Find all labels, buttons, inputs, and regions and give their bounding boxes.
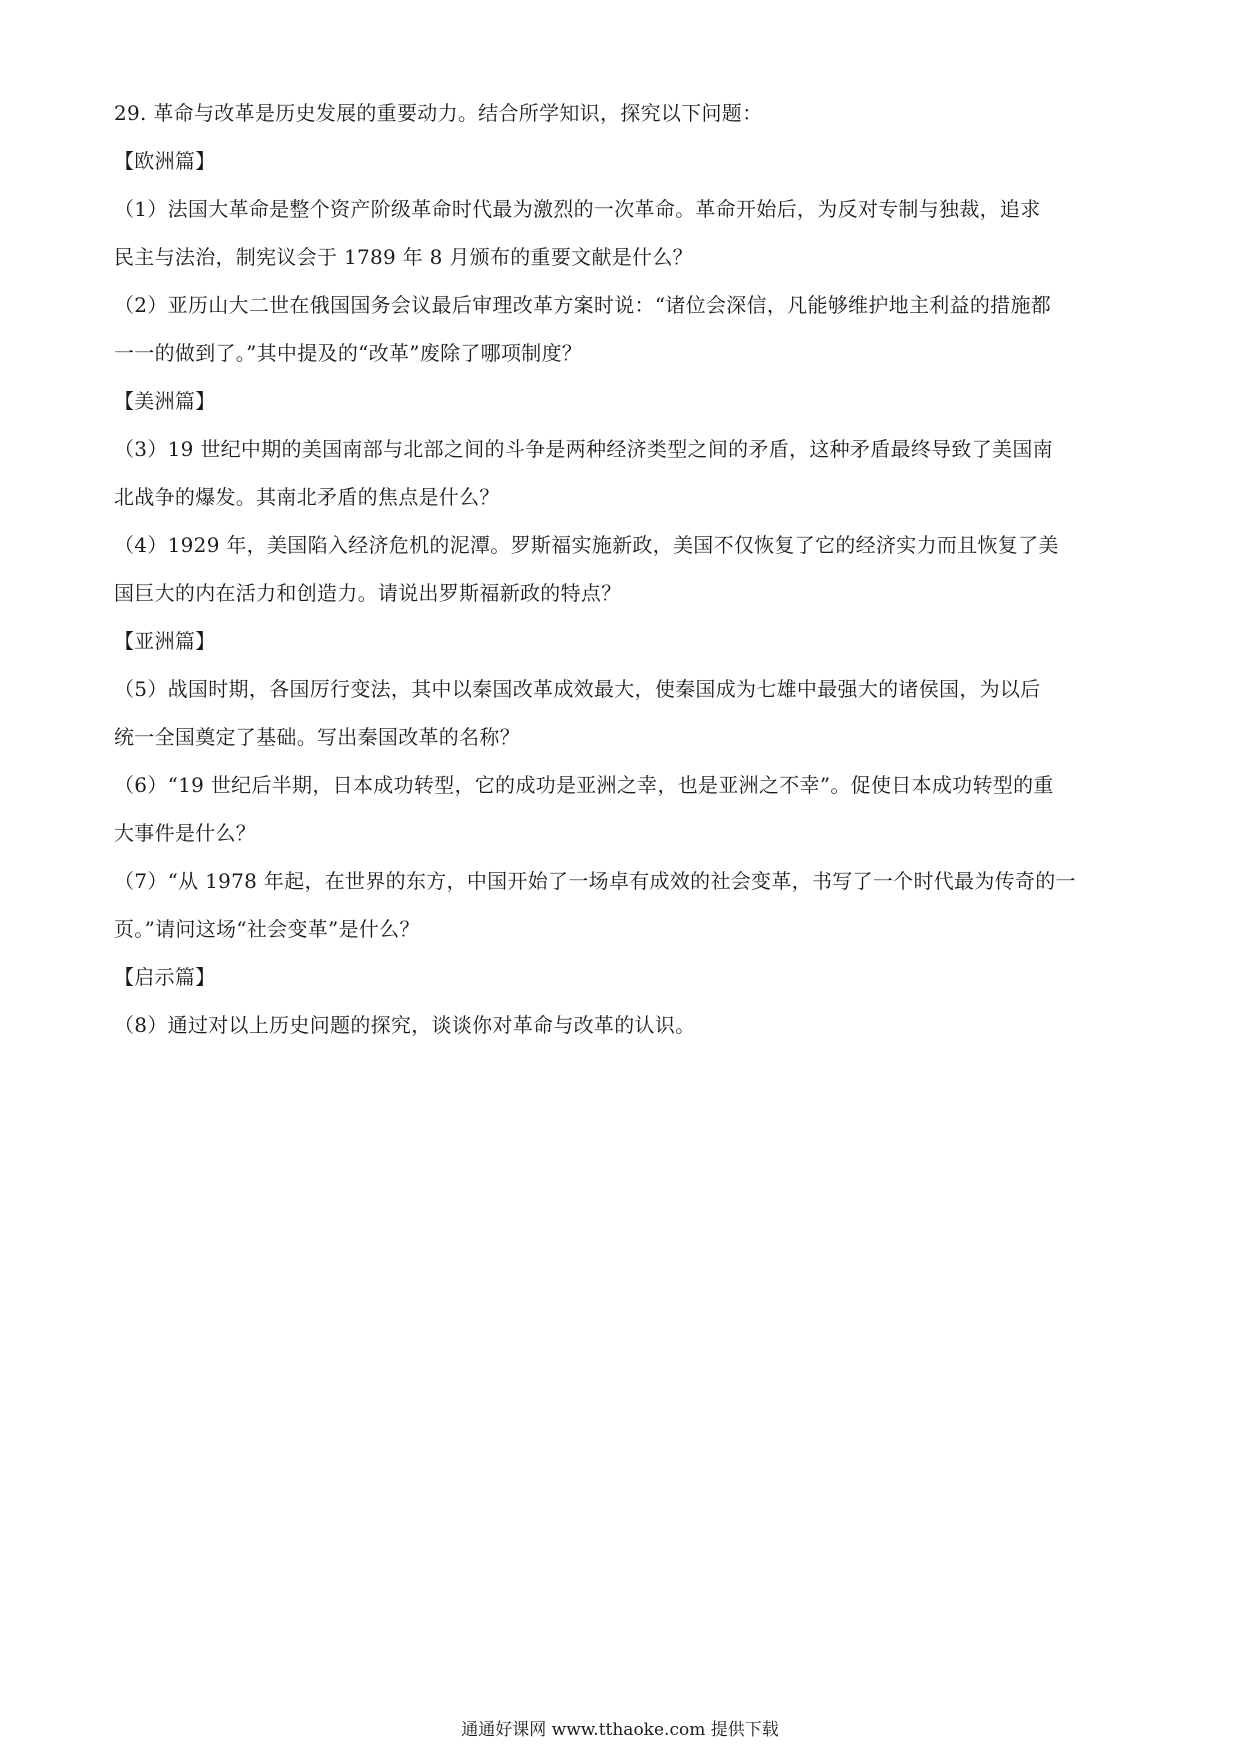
question-line: （6）“19 世纪后半期，日本成功转型，它的成功是亚洲之幸，也是亚洲之不幸”。促使日本成功转型的重 [114, 773, 1054, 797]
question-item-6 [114, 770, 1134, 848]
question-line: （8）通过对以上历史问题的探究，谈谈你对革命与改革的认识。 [114, 1013, 696, 1037]
question-item-7 [114, 866, 1134, 944]
question-line: （2）亚历山大二世在俄国国务会议最后审理改革方案时说：“诸位会深信，凡能够维护地主利益的措施都 [114, 293, 1052, 317]
question-line: 一一的做到了。”其中提及的“改革”废除了哪项制度？ [114, 341, 583, 365]
question-line: 大事件是什么？ [114, 821, 257, 845]
question-line: （5）战国时期，各国厉行变法，其中以秦国改革成效最大，使秦国成为七雄中最强大的诸侯国，为以后 [114, 677, 1041, 701]
question-item-5 [114, 674, 1134, 752]
question-item-4 [114, 530, 1134, 608]
question-line: 民主与法治，制宪议会于 1789 年 8 月颁布的重要文献是什么？ [114, 245, 693, 269]
question-line: 北战争的爆发。其南北矛盾的焦点是什么？ [114, 485, 500, 509]
question-item-3 [114, 434, 1134, 512]
section-label-europe: 【欧洲篇】 [114, 149, 216, 173]
question-block [114, 98, 1134, 1058]
question-item-2 [114, 290, 1134, 368]
question-item-8 [114, 1010, 1134, 1040]
question-line: （3）19 世纪中期的美国南部与北部之间的斗争是两种经济类型之间的矛盾，这种矛盾最终导致了美国南 [114, 437, 1053, 461]
question-item-1 [114, 194, 1134, 272]
question-line: 统一全国奠定了基础。写出秦国改革的名称？ [114, 725, 520, 749]
question-line: （4）1929 年，美国陷入经济危机的泥潭。罗斯福实施新政，美国不仅恢复了它的经济实力而且恢复了美 [114, 533, 1059, 557]
section-label-america: 【美洲篇】 [114, 389, 216, 413]
question-line: 国巨大的内在活力和创造力。请说出罗斯福新政的特点？ [114, 581, 622, 605]
question-line: （1）法国大革命是整个资产阶级革命时代最为激烈的一次革命。革命开始后，为反对专制与独裁，追求 [114, 197, 1041, 221]
section-label-asia: 【亚洲篇】 [114, 629, 216, 653]
question-title: 29. 革命与改革是历史发展的重要动力。结合所学知识，探究以下问题： [114, 101, 763, 125]
question-line: 页。”请问这场“社会变革”是什么？ [114, 917, 420, 941]
question-line: （7）“从 1978 年起，在世界的东方，中国开始了一场卓有成效的社会变革，书写了一个时代最为传奇的一 [114, 869, 1076, 893]
section-label-insight: 【启示篇】 [114, 965, 216, 989]
page-footer: 通通好课网 www.tthaoke.com 提供下载 [461, 1720, 779, 1740]
